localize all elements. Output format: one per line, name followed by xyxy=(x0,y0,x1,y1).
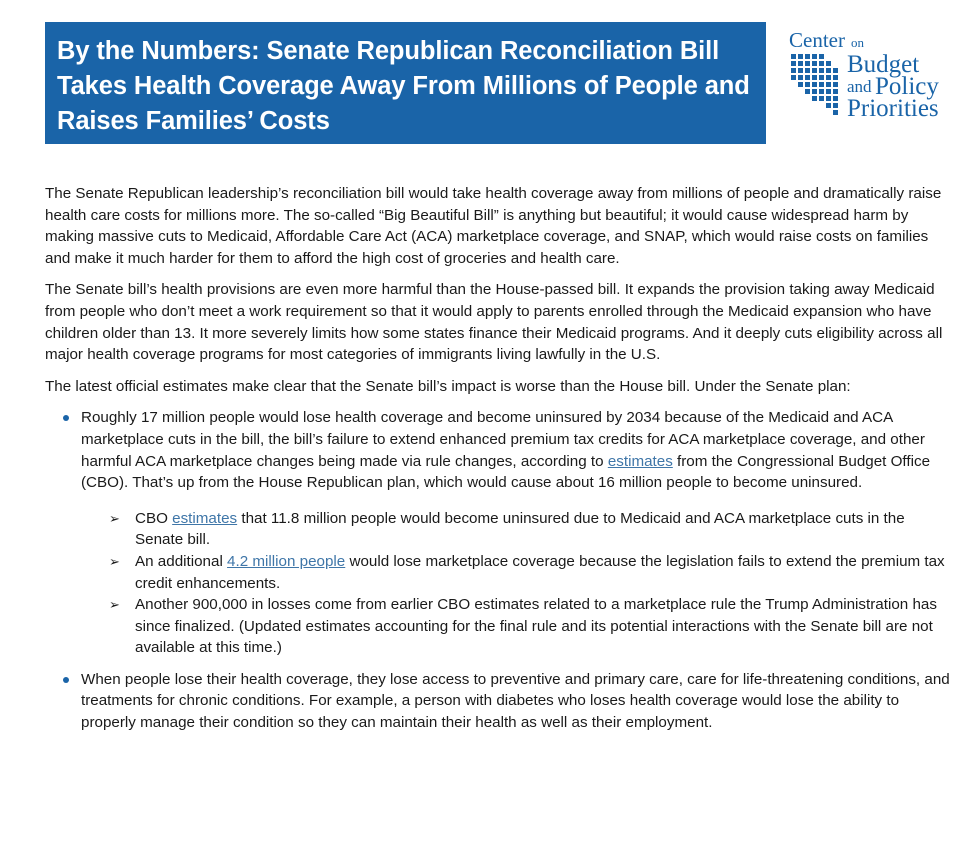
svg-text:Budget: Budget xyxy=(847,51,920,78)
4-2-million-people-link[interactable]: 4.2 million people xyxy=(227,552,346,570)
svg-text:Priorities: Priorities xyxy=(847,95,939,122)
estimates-lead-paragraph: The latest official estimates make clear that the Senate bill’s impact is worse than the House bill. Under the Senate plan: xyxy=(45,377,851,395)
cbo-estimates-link[interactable]: estimates xyxy=(172,509,238,527)
bullet-list xyxy=(45,407,950,733)
arrow-bullet-icon: ➢ xyxy=(109,597,120,613)
cbpp-logo xyxy=(789,30,949,125)
page-title: By the Numbers: Senate Republican Reconciliation Bill Takes Health Coverage Away From Millions of People and Raises Families’ Costs xyxy=(57,37,750,135)
title-banner xyxy=(45,22,766,144)
list-item: When people lose their health coverage, they lose access to preventive and primary care, care for life-threatening conditions, and treatments for chronic conditions. For example, a person with diabetes who loses health coverage would lose the ability to properly manage their condition so they can maintain their health as well as their employment. xyxy=(45,669,950,734)
intro-paragraph: The Senate Republican leadership’s reconciliation bill would take health coverage away from millions of people and dramatically raise health care costs for millions more. The so-called “Big Beautiful Bill” is anything but beautiful; it would cause widespread harm by making massive cuts to Medicaid, Affordable Care Act (ACA) marketplace coverage, and SNAP, which would raise costs on families and make it much harder for them to afford the high cost of groceries and health care. xyxy=(45,185,942,267)
svg-text:on: on xyxy=(851,35,864,50)
bullet-icon xyxy=(63,677,69,683)
list-item: ➢ Another 900,000 in losses come from earlier CBO estimates related to a marketplace rule the Trump Administration has since finalized. (Updated estimates accounting for the final rule and its potential interactions with the Senate bill are not available at this time.) xyxy=(109,596,937,657)
comparison-paragraph: The Senate bill’s health provisions are even more harmful than the House-passed bill. It expands the provision taking away Medicaid from people who don’t meet a work requirement so that it would apply to parents enrolled through the Medicaid expansion who have children older than 13. It more severely limits how some states finance their Medicaid programs. And it deeply cuts eligibility across all major health coverage programs for most categories of immigrants living lawfully in the U.S. xyxy=(45,281,943,364)
list-item: ➢ An additional 4.2 million people would lose marketplace coverage because the legislation fails to extend the premium tax credit enhancements. xyxy=(109,552,945,592)
cbpp-logo-graphic xyxy=(789,30,949,125)
sub-bullet-list xyxy=(81,508,950,659)
article-body xyxy=(45,183,950,744)
svg-text:and: and xyxy=(847,77,872,96)
arrow-bullet-icon: ➢ xyxy=(109,553,120,569)
list-item: ➢ CBO estimates that 11.8 million people would become uninsured due to Medicaid and ACA marketplace cuts in the Senate bill. xyxy=(109,509,905,549)
arrow-bullet-icon: ➢ xyxy=(109,510,120,526)
bullet-icon xyxy=(63,415,69,421)
estimates-link[interactable]: estimates xyxy=(607,452,673,470)
svg-text:Policy: Policy xyxy=(875,73,939,100)
svg-text:Center: Center xyxy=(789,30,845,52)
list-item: Roughly 17 million people would lose health coverage and become uninsured by 2034 because of the Medicaid and ACA marketplace cuts in the bill, the bill’s failure to extend enhanced premium tax credits for ACA marketplace coverage, and other harmful ACA marketplace changes being made via rule changes, according to estimates from the Congressional Budget Office (CBO). That’s up from the House Republican plan, which would cause about 16 million people to become uninsured. ➢ CBO estimates that 11.8 million people would become uninsured due to Medicaid and ACA marketplace cuts in the Senate bill. ➢ An additional 4.2 million people would lose marketplace coverage because the legislation fails to extend the premium tax credit enhancements. ➢ Another 900,000 in losses come from earlier CBO estimates related to a marketplace rule the Trump Administration has since finalized. (Updated estimates accounting for the final rule and its potential interactions with the Senate bill are not available at this time.) xyxy=(45,407,950,659)
